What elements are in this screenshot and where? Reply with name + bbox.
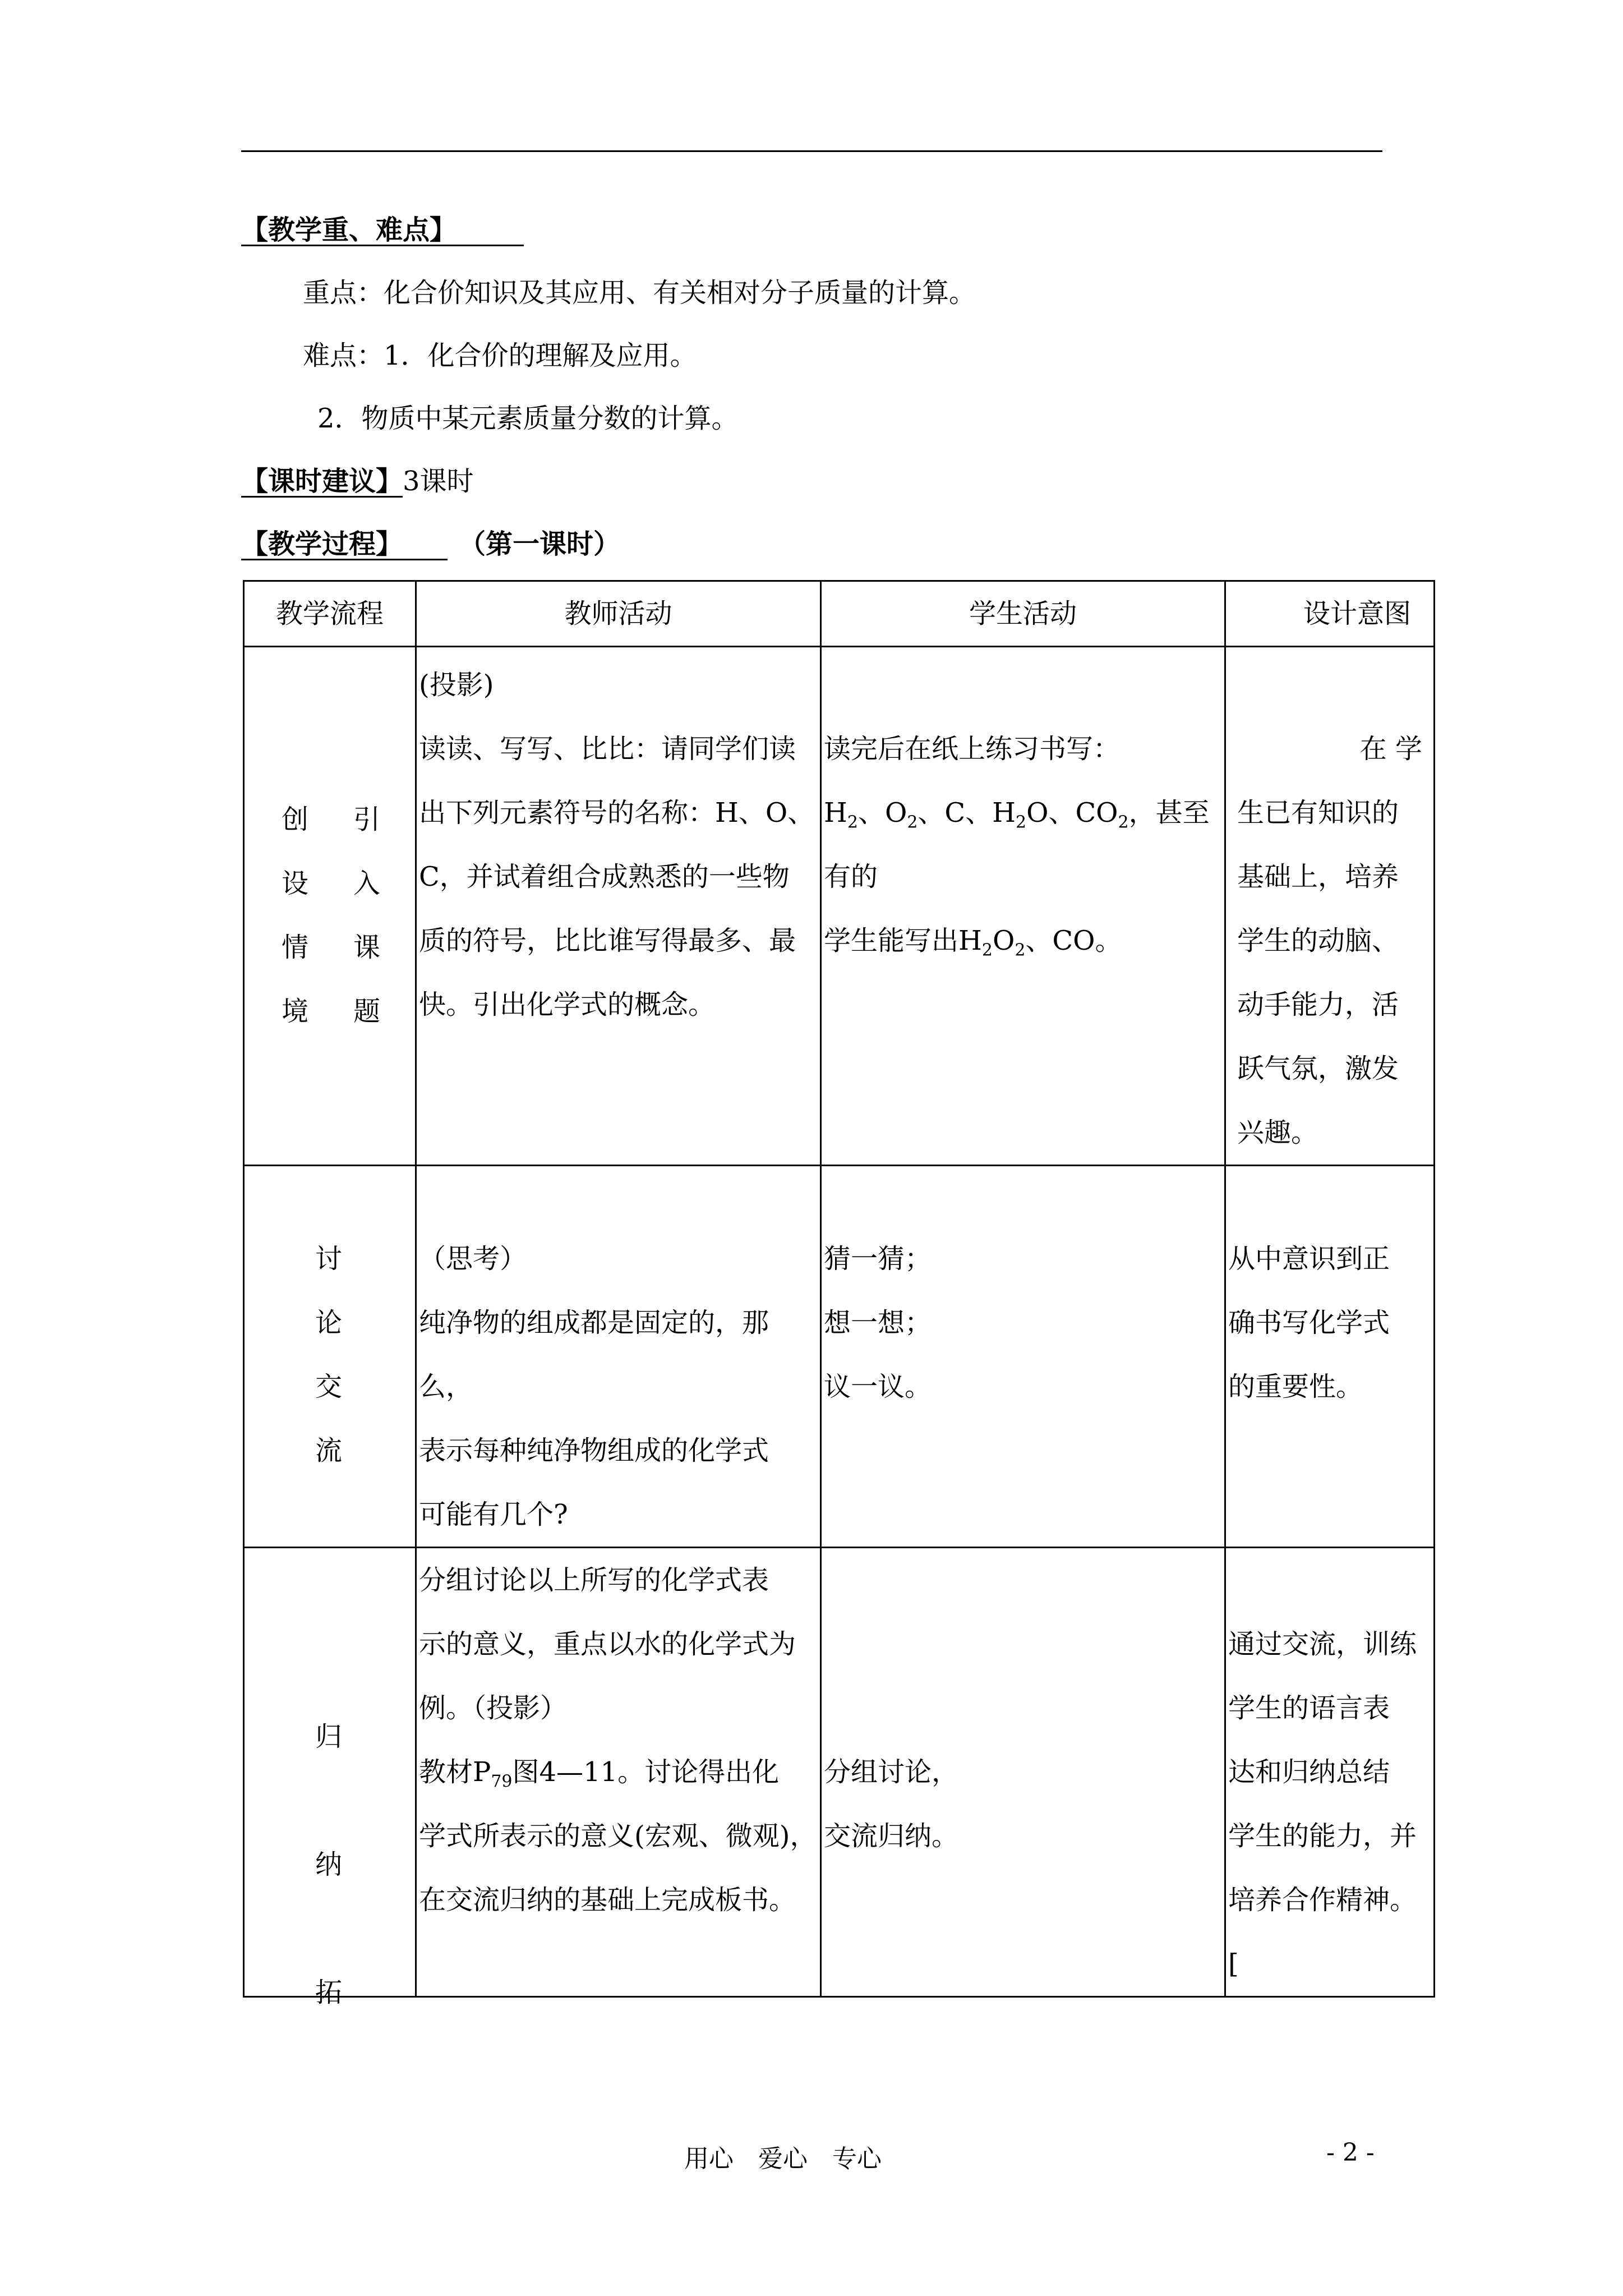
header-teacher: 教师活动 (416, 581, 821, 647)
row2-student: 猜一猜； 想一想； 议一议。 (821, 1166, 1225, 1548)
row3-student: 分组讨论， 交流归纳。 (821, 1548, 1225, 1997)
process-heading: 【教学过程】 (241, 527, 448, 560)
focus-heading: 【教学重、难点】 (241, 213, 524, 246)
row2-teacher: （思考） 纯净物的组成都是固定的，那么， 表示每种纯净物组成的化学式 可能有几个? (416, 1166, 821, 1548)
header-flow: 教学流程 (244, 581, 416, 647)
row1-student-formulas: $H_2$、$O_2$、C、$H_2O$、$CO_2$，甚至有的 (824, 797, 1210, 892)
process-line (241, 527, 620, 561)
row1-student: 读完后在纸上练习书写： $H_2$、$O_2$、C、$H_2O$、$CO_2$，甚至有的 学生能写出$H_2O_2$、CO。 (821, 647, 1225, 1166)
row1-stage-left: 创 设 情 境 (281, 804, 308, 1027)
focus-heading-line (241, 213, 524, 247)
row2-intent: 从中意识到正 确书写化学式 的重要性。 (1225, 1166, 1435, 1548)
table-header-row (244, 581, 1435, 647)
row1-stage (244, 647, 416, 1166)
page-number: - 2 - (1326, 2138, 1375, 2167)
row1-intent: 在 学 生已有知识的 基础上，培养 学生的动脑、 动手能力，活 跃气氛，激发 兴趣。 (1225, 647, 1435, 1166)
time-heading: 【课时建议】 (241, 466, 403, 497)
key-point: 重点：化合价知识及其应用、有关相对分子质量的计算。 (303, 277, 976, 309)
row1-stage-right: 引 入 课 题 (353, 804, 380, 1027)
table-row (244, 1166, 1435, 1548)
header-student: 学生活动 (821, 581, 1225, 647)
table-row (244, 647, 1435, 1166)
footer-motto: 用心 爱心 专心 (684, 2145, 882, 2173)
header-intent: 设计意图 (1225, 581, 1435, 647)
table-row (244, 1548, 1435, 1997)
time-line (241, 464, 474, 498)
process-table (243, 580, 1435, 2008)
difficulty-2: 2．物质中某元素质量分数的计算。 (317, 403, 739, 434)
row3-stage: 归 纳 拓 (244, 1548, 416, 1997)
row3-intent: 通过交流，训练 学生的语言表 达和归纳总结 学生的能力，并 培养合作精神。 [ (1225, 1548, 1435, 1997)
row1-teacher: (投影) 读读、写写、比比：请同学们读 出下列元素符号的名称：H、O、 C，并试着组合成熟悉的一些物 质的符号，比比谁写得最多、最 快。引出化学式的概念。 (416, 647, 821, 1166)
process-subheading: （第一课时） (459, 528, 621, 560)
header-rule (241, 150, 1382, 152)
difficulty-1: 难点：1．化合价的理解及应用。 (303, 340, 697, 371)
time-value: 3课时 (403, 466, 474, 497)
row2-stage: 讨 论 交 流 (244, 1166, 416, 1548)
row3-teacher: 分组讨论以上所写的化学式表 示的意义，重点以水的化学式为 例。（投影） 教材$P_{79}$图4—11。讨论得出化 学式所表示的意义(宏观、微观)， 在交流归纳的基础上完成板书。 (416, 1548, 821, 1997)
